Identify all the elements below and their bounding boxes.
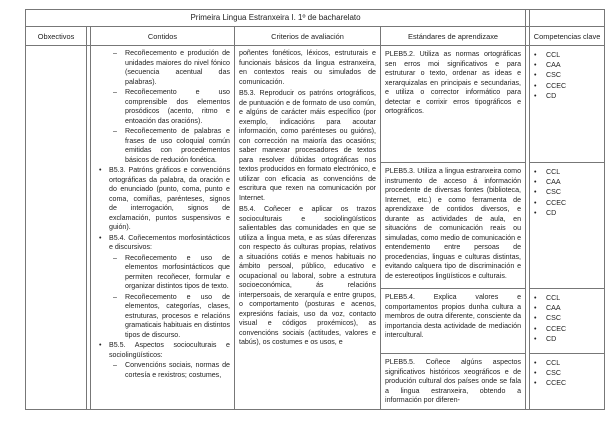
criterios-b54: B5.4. Coñecer e aplicar os trazos socioculturais e sociolingüísticos salientables das comunidades en que se utiliza a lingua meta, e as súas diferenzas con respecto ás culturas propias, relativos a situacións cotiás e menos habituais no ámbito persoal, público, educativo e ocupacional ou laboral, sobre a estrutura socioeconómica, ás relacións interpersoais, de xerarquía e entre grupos, o comportamento (posturas e acenos, expresións faciais, uso da voz, contacto visual e códigos proxémicos), as convencións sociais (actitudes, valores e tabús), os costumes e os usos, e xyxy=(239,205,376,346)
list-item: – Recoñecemento de palabras e frases de uso coloquial común emitidas con procedementos básicos de redución fonética. xyxy=(113,127,230,165)
curriculum-table xyxy=(25,9,605,410)
competency-item: • CSC xyxy=(534,313,604,323)
header-criterios: Criterios de avaliación xyxy=(235,27,381,46)
competency-item: • CD xyxy=(534,91,604,101)
competencias-group xyxy=(530,163,604,289)
competency-item: • CCL xyxy=(534,167,604,177)
competency-item: • CAA xyxy=(534,177,604,187)
competency-item: • CCL xyxy=(534,50,604,60)
competency-item: • CCL xyxy=(534,293,604,303)
competency-item: • CAA xyxy=(534,303,604,313)
competencias-group xyxy=(530,354,604,392)
contidos-top-list xyxy=(97,49,230,165)
competency-item: • CD xyxy=(534,208,604,218)
list-item: – Recoñecemento e uso de elementos, categorías, clases, estruturas, procesos e relacións gramaticais habituais en distintos tipos de discurso. xyxy=(113,293,230,341)
competency-item: • CCEC xyxy=(534,378,604,388)
contidos-b54-list xyxy=(97,254,230,341)
list-item: – Recoñecemento e uso de elementos morfosintácticos que permiten recoñecer, formular e organizar distintos tipos de texto. xyxy=(113,254,230,292)
criterios-b53: B5.3. Reproducir os patróns ortográficos, de puntuación e de formato de uso común, e algúns de carácter máis específico (por exemplo, indicacións para acoutar información, como parénteses ou guións), con corrección na maioría das ocasións; saber manexar procesadores de textos para resolver dúbidas ortográficas nos textos producidos en formato electrónico, e utilizar con eficacia as convencións de escritura que rexen na comunicación por Internet. xyxy=(239,89,376,202)
competencias-group xyxy=(530,46,604,163)
competency-item: • CAA xyxy=(534,60,604,70)
table-title: Primeira Lingua Estranxeira I. 1º de bacharelato xyxy=(26,10,526,27)
competency-item: • CSC xyxy=(534,368,604,378)
standard-item: PLEB5.2. Utiliza as normas ortográficas sen erros moi significativos e para estruturar o texto, ordenar as ideas e xerarquizalas en principais e secundarias, e utiliza o corrector informático para detectar e corrixir erros tipográficos e ortográficos. xyxy=(381,46,525,163)
list-item: – Recoñecemento e produción de unidades maiores do nivel fónico (secuencia acentual das palabras). xyxy=(113,49,230,87)
competency-item: • CSC xyxy=(534,70,604,80)
standard-item: PLEB5.4. Explica valores e comportamentos propios dunha cultura a membros de outra diferente, consciente da importancia desta actividade de mediación intercultural. xyxy=(381,289,525,354)
competency-item: • CSC xyxy=(534,187,604,197)
header-competencias: Competencias clave xyxy=(530,27,605,46)
title-corner xyxy=(530,10,605,27)
header-contidos: Contidos xyxy=(91,27,235,46)
competency-item: • CD xyxy=(534,334,604,344)
contidos-b55-title: • B5.5. Aspectos socioculturais e sociolingüísticos: xyxy=(97,341,230,360)
criterios-cell xyxy=(235,46,381,410)
competency-item: • CCEC xyxy=(534,81,604,91)
competency-item: • CCL xyxy=(534,358,604,368)
contidos-cell xyxy=(91,46,235,410)
header-estandares: Estándares de aprendizaxe xyxy=(381,27,526,46)
competencias-group xyxy=(530,289,604,354)
obxectivos-cell xyxy=(26,46,87,410)
competency-item: • CCEC xyxy=(534,324,604,334)
list-item: – Convencións sociais, normas de cortesía e rexistros; costumes, xyxy=(113,361,230,380)
contidos-b55-list xyxy=(97,361,230,380)
standard-item: PLEB5.5. Coñece algúns aspectos significativos históricos xeográficos e de produción cultural dos países onde se fala a lingua estranxeira, obtendo a información por diferen- xyxy=(385,358,522,404)
contidos-b53: • B5.3. Patróns gráficos e convencións ortográficas da palabra, da oración e do enunciado (punto, coma, punto e coma, comiñas, parénteses, signos de interrogación, signos de exclamación, puntos suspensivos e guión). xyxy=(97,166,230,233)
list-item: – Recoñecemento e uso comprensible dos elementos prosódicos (acento, ritmo e entoación das oracións). xyxy=(113,88,230,126)
contidos-b54-title: • B5.4. Coñecementos morfosintácticos e discursivos: xyxy=(97,234,230,253)
competencias-cell xyxy=(530,46,605,410)
estandares-cell xyxy=(381,46,526,410)
header-obxectivos: Obxectivos xyxy=(26,27,87,46)
standard-item: PLEB5.3. Utiliza a lingua estranxeira como instrumento de acceso á información procedente de diversas fontes (biblioteca, Internet, etc.) e como ferramenta de aprendizaxe de contidos diversos, e durante as actividades de aula, en situacións de comunicación reais ou simuladas, como medio de comunicación e entendemento entre persoas de procedencias, linguas e culturas distintas, evitando calquera tipo de discriminación e de estereotipos lingüísticos e culturais. xyxy=(381,163,525,289)
competency-item: • CCEC xyxy=(534,198,604,208)
criterios-continued-text: poñentes fonéticos, léxicos, estruturais e funcionais básicos da lingua estranxeira, en contextos reais ou simulados de comunicación. xyxy=(239,49,376,86)
